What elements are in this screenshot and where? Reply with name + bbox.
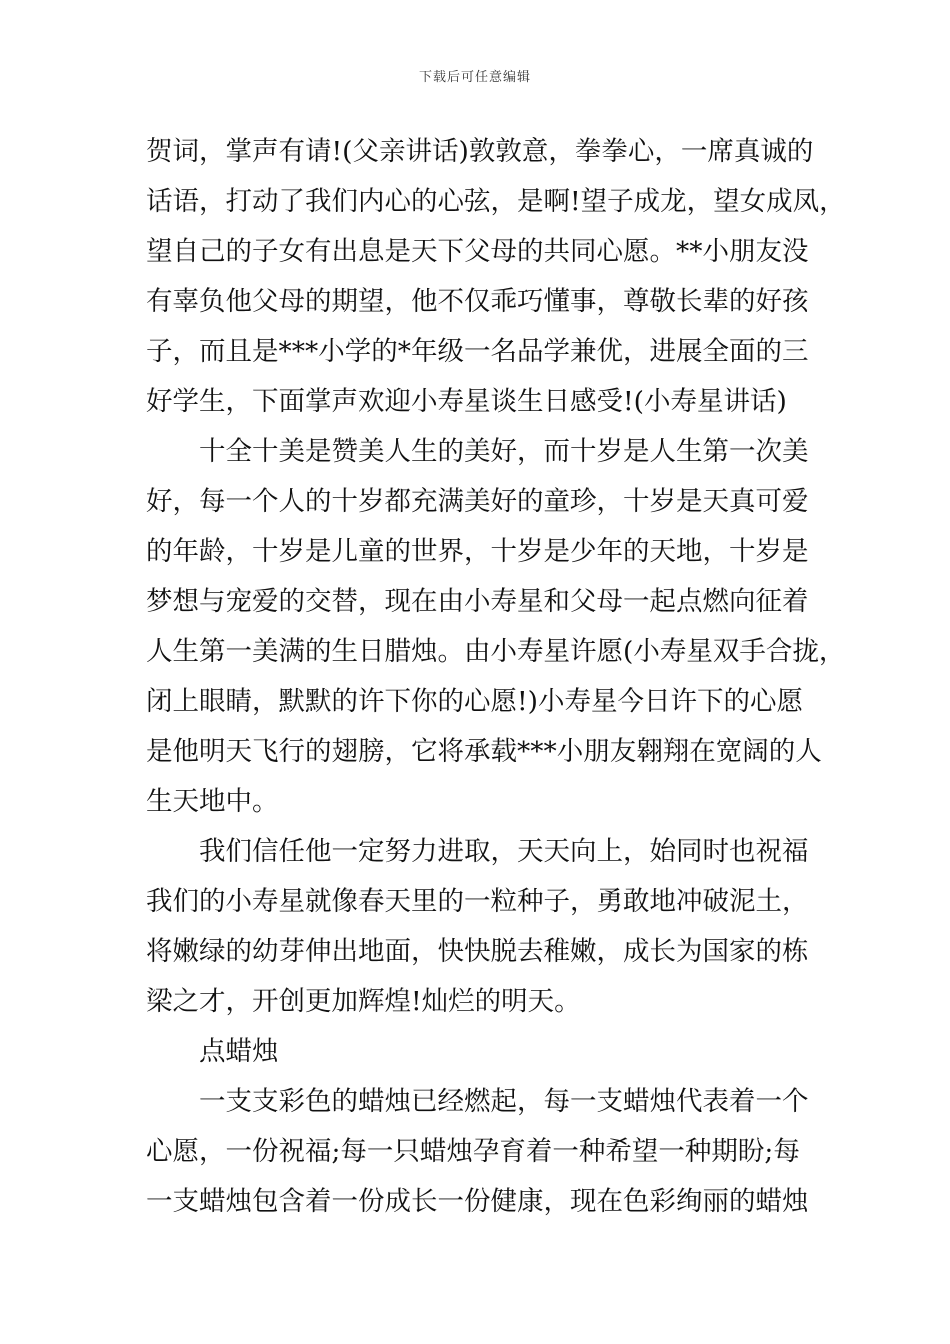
text-line: 望自己的子女有出息是天下父母的共同心愿。**小朋友没 [146, 236, 809, 267]
text-line: 好，每一个人的十岁都充满美好的童珍，十岁是天真可爱 [146, 486, 809, 517]
text-line: 子，而且是***小学的*年级一名品学兼优，进展全面的三 [146, 336, 809, 367]
text-line: 心愿，一份祝福;每一只蜡烛孕育着一种希望一种期盼;每 [146, 1136, 800, 1167]
paragraph-start-line: 我们信任他一定努力进取，天天向上，始同时也祝福 [199, 836, 809, 867]
page-header-note: 下载后可任意编辑 [418, 70, 531, 85]
text-line: 我们的小寿星就像春天里的一粒种子，勇敢地冲破泥土， [146, 886, 809, 917]
text-line: 是他明天飞行的翅膀，它将承载***小朋友翱翔在宽阔的人 [146, 736, 822, 767]
paragraph-start-line: 一支支彩色的蜡烛已经燃起，每一支蜡烛代表着一个 [199, 1086, 809, 1117]
section-heading: 点蜡烛 [199, 1036, 279, 1067]
text-line: 将嫩绿的幼芽伸出地面，快快脱去稚嫩，成长为国家的栋 [146, 936, 809, 967]
text-line: 生天地中。 [146, 786, 279, 817]
text-line: 梁之才，开创更加辉煌!灿烂的明天。 [146, 986, 581, 1017]
text-line: 有辜负他父母的期望，他不仅乖巧懂事，尊敬长辈的好孩 [146, 286, 809, 317]
text-line: 话语，打动了我们内心的心弦，是啊!望子成龙，望女成凤， [146, 186, 846, 217]
text-line: 好学生，下面掌声欢迎小寿星谈生日感受!(小寿星讲话) [146, 386, 787, 417]
text-line: 贺词，掌声有请!(父亲讲话)敦敦意，拳拳心，一席真诚的 [146, 136, 814, 167]
paragraph-start-line: 十全十美是赞美人生的美好，而十岁是人生第一次美 [199, 436, 809, 467]
document-body [146, 127, 846, 1227]
text-line: 闭上眼睛，默默的许下你的心愿!)小寿星今日许下的心愿 [146, 686, 803, 717]
text-line: 人生第一美满的生日腊烛。由小寿星许愿(小寿星双手合拢， [146, 636, 846, 667]
text-line: 梦想与宠爱的交替，现在由小寿星和父母一起点燃向征着 [146, 586, 809, 617]
text-line: 的年龄，十岁是儿童的世界，十岁是少年的天地，十岁是 [146, 536, 809, 567]
text-line: 一支蜡烛包含着一份成长一份健康，现在色彩绚丽的蜡烛 [146, 1186, 809, 1217]
